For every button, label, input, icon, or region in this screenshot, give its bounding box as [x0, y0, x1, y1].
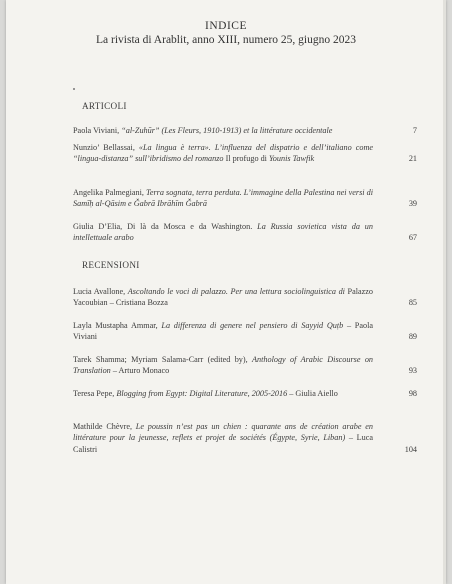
index-title: INDICE	[205, 20, 247, 32]
page-number: 98	[408, 389, 417, 398]
index-header	[6, 20, 446, 46]
toc-entry: Angelika Palmegiani, Terra sognata, terra perduta. L’immagine della Palestina nei versi di Samīḥ al-Qāsim e Ǧabrā Ibrāhīm Ǧabrā 39	[73, 188, 417, 209]
toc-entry: Mathilde Chèvre, Le poussin n’est pas un chien : quarante ans de création arabe en littérature pour la jeunesse, reflets et projet de sociétés (Égypte, Syrie, Liban) – Luca Calistri 104	[73, 422, 417, 454]
page-number: 93	[408, 366, 417, 376]
page-number: 89	[408, 332, 417, 342]
page-number: 104	[404, 444, 417, 454]
toc-entry: Nunzio’ Bellassai, «La lingua è terra». L’influenza del dispatrio e dell’italiano come “lingua-distanza” sull’ibridismo del romanzo Il profugo di Younis Tawfik 21	[73, 143, 417, 164]
document-page	[6, 0, 446, 584]
decorative-dot	[73, 88, 75, 90]
toc-entry: Tarek Shamma; Myriam Salama-Carr (edited by), Anthology of Arabic Discourse on Translation – Arturo Monaco 93	[73, 355, 417, 376]
toc-entry: Paola Viviani, “al-Zuhūr” (Les Fleurs, 1910-1913) et la littérature occidentale 7	[73, 126, 417, 135]
toc-entry: Giulia D’Elia, Di là da Mosca e da Washington. La Russia sovietica vista da un intellettuale arabo 67	[73, 222, 417, 243]
journal-subtitle: La rivista di Arablit, anno XIII, numero 25, giugno 2023	[96, 34, 356, 46]
toc-entry: Lucia Avallone, Ascoltando le voci di palazzo. Per una lettura sociolinguistica di Palazzo Yacoubian – Cristiana Bozza 85	[73, 287, 417, 308]
page-number: 39	[408, 199, 417, 209]
page-edge	[443, 0, 446, 584]
section-heading-articoli: ARTICOLI	[82, 101, 127, 111]
page-number: 7	[412, 126, 417, 135]
toc-entry: Teresa Pepe, Blogging from Egypt: Digital Literature, 2005-2016 – Giulia Aiello 98	[73, 389, 417, 398]
toc-entry: Layla Mustapha Ammar, La differenza di genere nel pensiero di Sayyid Quṭb – Paola Viviani 89	[73, 321, 417, 342]
page-number: 67	[408, 233, 417, 243]
section-heading-recensioni: RECENSIONI	[82, 260, 140, 270]
page-number: 21	[408, 154, 417, 164]
page-number: 85	[408, 298, 417, 308]
